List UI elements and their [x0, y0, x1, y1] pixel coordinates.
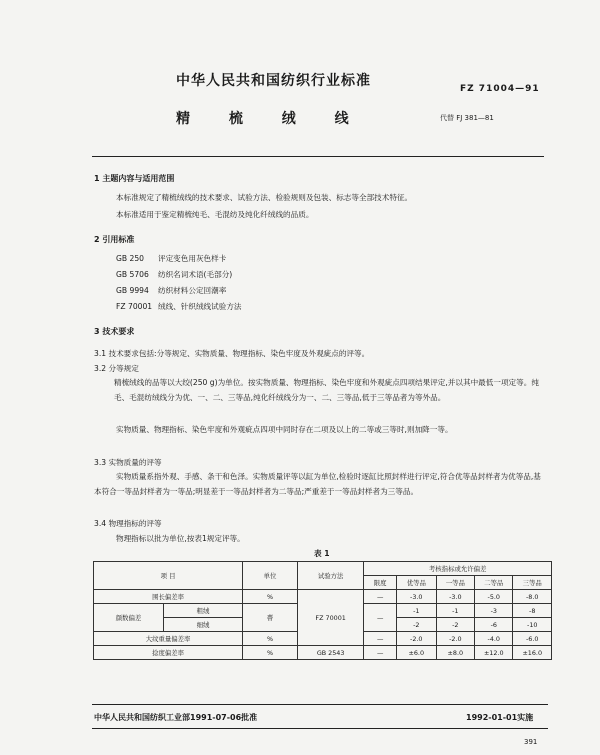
document-title: 精 梳 绒 线: [176, 111, 351, 127]
page-number: 391: [524, 738, 538, 746]
section-1-heading: 1 主题内容与适用范围: [94, 174, 175, 183]
row-value: -5.0: [475, 590, 513, 604]
row-limit: —: [364, 632, 397, 646]
reference-item: [116, 253, 226, 264]
row-value: -2: [396, 618, 436, 632]
row-value: -10: [513, 618, 552, 632]
row-subitem: 粗绒: [163, 604, 242, 618]
effective-date: 1992-01-01实施: [466, 713, 534, 722]
header-item: 项 目: [94, 562, 243, 590]
physical-index-table: [93, 561, 552, 660]
standard-title: 中华人民共和国纺织行业标准: [176, 73, 371, 89]
row-item: 捻度偏差率: [94, 646, 243, 660]
row-unit: %: [243, 646, 298, 660]
row-value: -8.0: [513, 590, 552, 604]
clause-3-2-heading: 3.2 分等规定: [94, 364, 139, 373]
row-limit: —: [364, 604, 397, 632]
clause-3-4-para: 物理指标以批为单位,按表1规定评等。: [116, 534, 245, 543]
header-unit: 单位: [243, 562, 298, 590]
section-2-heading: 2 引用标准: [94, 235, 135, 244]
table-header-row: [94, 562, 552, 576]
row-value: -4.0: [475, 632, 513, 646]
header-grade-first: 一等品: [436, 576, 474, 590]
row-value: -3.0: [396, 590, 436, 604]
header-divider: [92, 156, 544, 157]
row-unit: 瞢: [243, 604, 298, 632]
replaces-note: 代替 FJ 381—81: [440, 114, 494, 122]
header-index-group: 考核指标或允许偏差: [364, 562, 552, 576]
reference-title: 评定变色用灰色样卡: [158, 254, 227, 263]
table-row: [94, 590, 552, 604]
header-method: 试验方法: [297, 562, 363, 590]
row-value: ±12.0: [475, 646, 513, 660]
table-row: [94, 646, 552, 660]
standard-code: FZ 71004—91: [460, 84, 540, 94]
reference-code: GB 5706: [116, 270, 149, 279]
reference-title: 纺织名词术语(毛部分): [158, 270, 233, 279]
approval-note: 中华人民共和国纺织工业部1991-07-06批准: [94, 713, 258, 722]
row-value: -1: [396, 604, 436, 618]
row-item: 大纹重量偏差率: [94, 632, 243, 646]
row-unit: %: [243, 590, 298, 604]
row-value: ±16.0: [513, 646, 552, 660]
header-grade-second: 二等品: [475, 576, 513, 590]
clause-3-3-heading: 3.3 实物质量的评等: [94, 458, 162, 467]
reference-item: [116, 301, 242, 312]
clause-3-2-para-2: 实物质量、物理指标、染色牢度和外观疵点四项中同时存在二项及以上的二等或三等时,则加降一等。: [116, 425, 453, 434]
row-value: -1: [436, 604, 474, 618]
reference-item: [116, 269, 232, 280]
reference-title: 绒线、针织绒线试验方法: [158, 302, 242, 311]
reference-code: FZ 70001: [116, 302, 153, 311]
section-1-para-2: 本标准适用于鉴定精梳纯毛、毛混纺及纯化纤绒线的品质。: [116, 210, 314, 219]
header-grade-third: 三等品: [513, 576, 552, 590]
clause-3-1: 3.1 技术要求包括:分等规定、实物质量、物理指标、染色牢度及外观疵点的评等。: [94, 349, 370, 358]
reference-item: [116, 285, 226, 296]
row-value: -2.0: [396, 632, 436, 646]
footer-bottom-rule: [92, 728, 548, 729]
section-3-heading: 3 技术要求: [94, 327, 135, 336]
table-caption: 表 1: [314, 549, 330, 558]
reference-title: 纺织材料公定回潮率: [158, 286, 227, 295]
row-limit: —: [364, 646, 397, 660]
row-method: GB 2543: [297, 646, 363, 660]
row-value: -2.0: [436, 632, 474, 646]
header-grade-superior: 优等品: [396, 576, 436, 590]
row-value: ±6.0: [396, 646, 436, 660]
row-value: -3.0: [436, 590, 474, 604]
row-value: -6: [475, 618, 513, 632]
row-item: 围长偏差率: [94, 590, 243, 604]
footer-divider: [92, 704, 548, 705]
row-value: -8: [513, 604, 552, 618]
clause-3-4-heading: 3.4 物理指标的评等: [94, 519, 162, 528]
header-limit: 限度: [364, 576, 397, 590]
row-value: ±8.0: [436, 646, 474, 660]
row-subitem: 细绒: [163, 618, 242, 632]
reference-code: GB 9994: [116, 286, 149, 295]
row-unit: %: [243, 632, 298, 646]
row-limit: —: [364, 590, 397, 604]
clause-3-2-para-1: 精梳绒线的品等以大绞(250 g)为单位。按实物质量、物理指标、染色牢度和外观疵点四项结果评定,并以其中最低一项定等。纯毛、毛混纺绒线分为优、一、二、三等品,纯化纤绒线分为一、二、三等品,低于三等品者为等外品。: [114, 378, 539, 402]
row-method: FZ 70001: [297, 590, 363, 646]
clause-3-3-para: 实物质量系指外观、手感、条干和色泽。实物质量评等以缸为单位,检验时逐缸比照封样进行评定,符合优等品封样者为优等品,基本符合一等品封样者为一等品;明显差于一等品封样者为二等品;严重差于一等品封样者为三等品。: [94, 472, 541, 496]
row-value: -6.0: [513, 632, 552, 646]
row-group: 颜数偏差: [94, 604, 164, 632]
row-value: -2: [436, 618, 474, 632]
row-value: -3: [475, 604, 513, 618]
reference-code: GB 250: [116, 254, 145, 263]
section-1-para-1: 本标准规定了精梳绒线的技术要求、试验方法、检验规则及包装、标志等全部技术特征。: [116, 193, 413, 202]
